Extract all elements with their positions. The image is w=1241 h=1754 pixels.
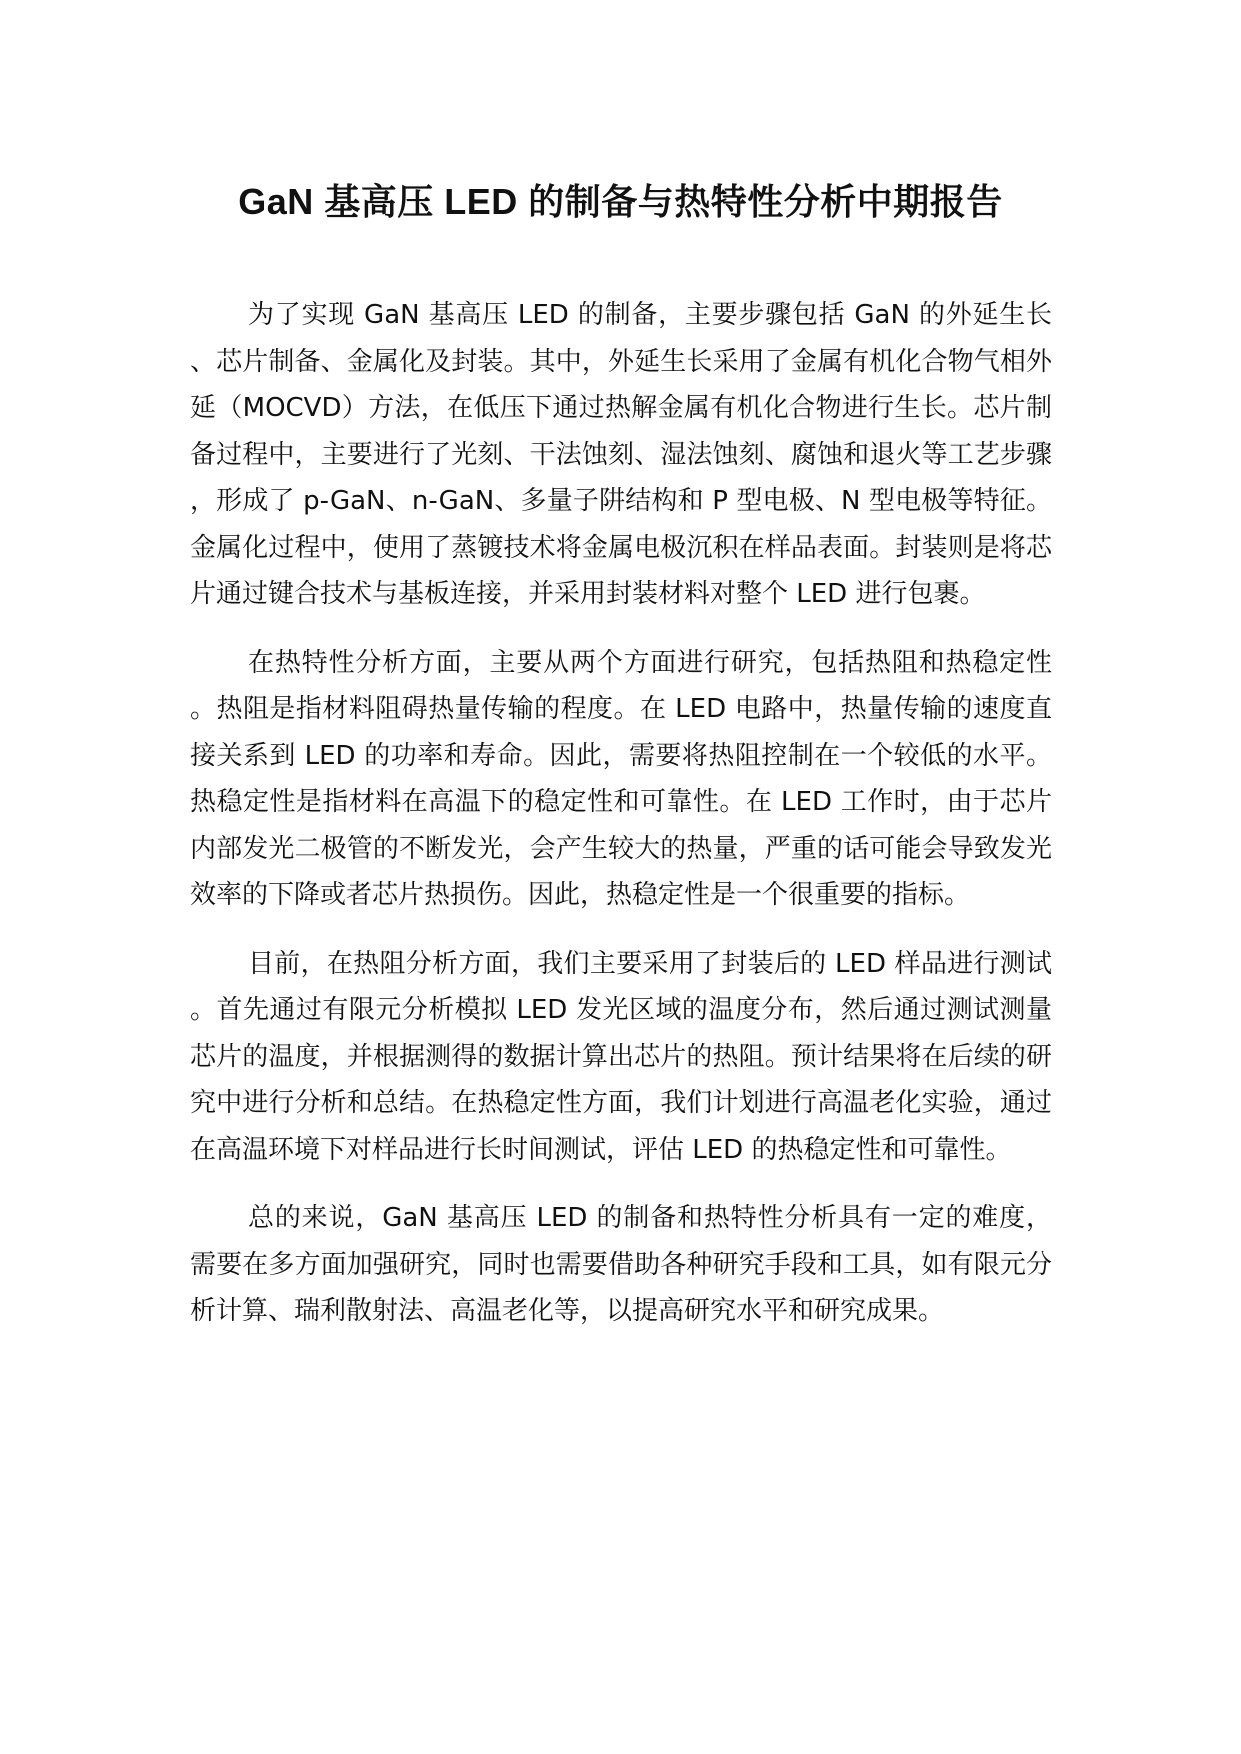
paragraph-summary: 总的来说，GaN 基高压 LED 的制备和热特性分析具有一定的难度，需要在多方面加强研究，同时也需要借助各种研究手段和工具，如有限元分析计算、瑞利散射法、高温老化等，以提高研究水平和研究成果。: [190, 1203, 1052, 1326]
paragraph-fabrication: 为了实现 GaN 基高压 LED 的制备，主要步骤包括 GaN 的外延生长、芯片制备、金属化及封装。其中，外延生长采用了金属有机化合物气相外延（MOCVD）方法，在低压下通过热解金属有机化合物进行生长。芯片制备过程中，主要进行了光刻、干法蚀刻、湿法蚀刻、腐蚀和退火等工艺步骤，形成了 p-GaN、n-GaN、多量子阱结构和 P 型电极、N 型电极等特征。金属化过程中，使用了蒸镀技术将金属电极沉积在样品表面。封装则是将芯片通过键合技术与基板连接，并采用封装材料对整个 LED 进行包裹。: [190, 300, 1052, 609]
paragraph-thermal-analysis: 在热特性分析方面，主要从两个方面进行研究，包括热阻和热稳定性。热阻是指材料阻碍热量传输的程度。在 LED 电路中，热量传输的速度直接关系到 LED 的功率和寿命。因此，需要将热阻控制在一个较低的水平。热稳定性是指材料在高温下的稳定性和可靠性。在 LED 工作时，由于芯片内部发光二极管的不断发光，会产生较大的热量，严重的话可能会导致发光效率的下降或者芯片热损伤。因此，热稳定性是一个很重要的指标。: [190, 647, 1052, 910]
paragraph-current-progress: 目前，在热阻分析方面，我们主要采用了封装后的 LED 样品进行测试。首先通过有限元分析模拟 LED 发光区域的温度分布，然后通过测试测量芯片的温度，并根据测得的数据计算出芯片的热阻。预计结果将在后续的研究中进行分析和总结。在热稳定性方面，我们计划进行高温老化实验，通过在高温环境下对样品进行长时间测试，评估 LED 的热稳定性和可靠性。: [190, 948, 1052, 1165]
document-title: GaN 基高压 LED 的制备与热特性分析中期报告: [238, 181, 1003, 222]
document-body: [190, 292, 1052, 1357]
